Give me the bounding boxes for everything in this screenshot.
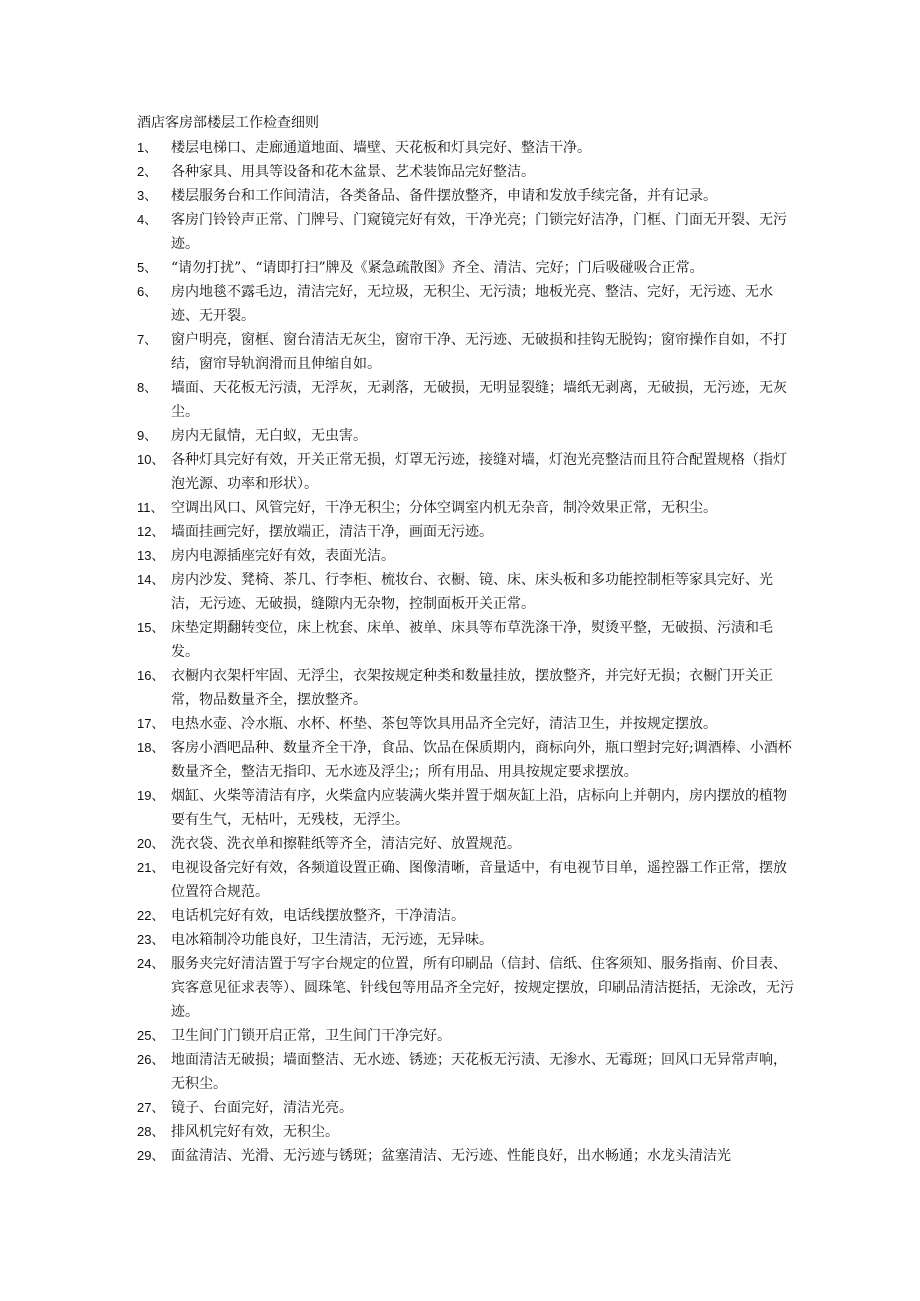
item-number: 26、 (137, 1052, 165, 1067)
item-text: 电视设备完好有效，各频道设置正确、图像清晰，音量适中，有电视节目单，遥控器工作正常，摆放位置符合规范。 (171, 860, 787, 900)
checklist-item (137, 832, 797, 856)
item-text: 面盆清洁、光滑、无污迹与锈斑；盆塞清洁、无污迹、性能良好，出水畅通；水龙头清洁光 (171, 1148, 731, 1164)
checklist-item (137, 424, 797, 448)
checklist-item (137, 184, 797, 208)
checklist-item (137, 784, 797, 832)
checklist-item (137, 616, 797, 664)
item-number: 15、 (137, 620, 165, 635)
checklist-item (137, 136, 797, 160)
checklist-item (137, 712, 797, 736)
item-number: 1、 (137, 140, 158, 155)
checklist-item (137, 736, 797, 784)
item-number: 9、 (137, 428, 158, 443)
checklist-item (137, 928, 797, 952)
item-number: 10、 (137, 452, 165, 467)
item-number: 27、 (137, 1100, 165, 1115)
item-text: 墙面、天花板无污渍，无浮灰，无剥落，无破损，无明显裂缝；墙纸无剥离，无破损，无污迹，无灰尘。 (171, 380, 787, 420)
item-number: 12、 (137, 524, 165, 539)
item-number: 13、 (137, 548, 165, 563)
checklist-item (137, 448, 797, 496)
checklist-item (137, 856, 797, 904)
checklist-item (137, 256, 797, 280)
item-text: 楼层电梯口、走廊通道地面、墙壁、天花板和灯具完好、整洁干净。 (171, 140, 591, 156)
item-number: 18、 (137, 740, 165, 755)
document-title: 酒店客房部楼层工作检查细则 (137, 115, 319, 131)
item-number: 25、 (137, 1028, 165, 1043)
item-text: 服务夹完好清洁置于写字台规定的位置，所有印刷品（信封、信纸、住客须知、服务指南、价目表、宾客意见征求表等）、圆珠笔、针线包等用品齐全完好，按规定摆放，印刷品清洁挺括，无涂改，无污迹。 (171, 956, 794, 1020)
item-number: 2、 (137, 164, 158, 179)
item-number: 11、 (137, 500, 164, 515)
checklist-item (137, 1096, 797, 1120)
checklist-item (137, 1024, 797, 1048)
checklist-item (137, 1048, 797, 1096)
item-text: 各种灯具完好有效，开关正常无损，灯罩无污迹，接缝对墙，灯泡光亮整洁而且符合配置规格（指灯泡光源、功率和形状）。 (171, 452, 787, 492)
checklist-item (137, 496, 797, 520)
item-number: 24、 (137, 956, 165, 971)
item-number: 6、 (137, 284, 158, 299)
item-text: 镜子、台面完好，清洁光亮。 (171, 1100, 353, 1116)
checklist-item (137, 568, 797, 616)
checklist-item (137, 904, 797, 928)
item-number: 20、 (137, 836, 165, 851)
item-text: 窗户明亮，窗框、窗台清洁无灰尘，窗帘干净、无污迹、无破损和挂钩无脱钩；窗帘操作自如，不打结，窗帘导轨润滑而且伸缩自如。 (171, 332, 787, 372)
item-text: 墙面挂画完好，摆放端正，清洁干净，画面无污迹。 (171, 524, 493, 540)
item-number: 8、 (137, 380, 158, 395)
checklist-item (137, 952, 797, 1024)
item-number: 14、 (137, 572, 165, 587)
item-number: 5、 (137, 260, 158, 275)
item-text: 烟缸、火柴等清洁有序，火柴盒内应装满火柴并置于烟灰缸上沿，店标向上并朝内，房内摆放的植物要有生气，无枯叶，无残枝，无浮尘。 (171, 788, 787, 828)
item-text: 房内地毯不露毛边，清洁完好，无垃圾，无积尘、无污渍；地板光亮、整洁、完好，无污迹、无水迹、无开裂。 (171, 284, 773, 324)
checklist-item (137, 376, 797, 424)
item-text: 客房门铃铃声正常、门牌号、门窥镜完好有效，干净光亮；门锁完好洁净，门框、门面无开裂、无污迹。 (171, 212, 787, 252)
checklist-item (137, 280, 797, 328)
item-text: 楼层服务台和工作间清洁，各类备品、备件摆放整齐，申请和发放手续完备，并有记录。 (171, 188, 717, 204)
item-text: “请勿打扰”、“请即打扫”牌及《紧急疏散图》齐全、清洁、完好；门后吸碰吸合正常。 (171, 260, 704, 276)
item-text: 衣橱内衣架杆牢固、无浮尘，衣架按规定种类和数量挂放，摆放整齐，并完好无损；衣橱门开关正常，物品数量齐全，摆放整齐。 (171, 668, 773, 708)
checklist-item (137, 1120, 797, 1144)
item-text: 排风机完好有效，无积尘。 (171, 1124, 339, 1140)
item-number: 19、 (137, 788, 165, 803)
item-number: 29、 (137, 1148, 165, 1163)
item-number: 7、 (137, 332, 158, 347)
item-text: 洗衣袋、洗衣单和擦鞋纸等齐全，清洁完好、放置规范。 (171, 836, 521, 852)
item-text: 房内无鼠情，无白蚁，无虫害。 (171, 428, 367, 444)
checklist-item (137, 664, 797, 712)
item-text: 电热水壶、冷水瓶、水杯、杯垫、茶包等饮具用品齐全完好，清洁卫生，并按规定摆放。 (171, 716, 717, 732)
checklist-item (137, 1144, 797, 1168)
item-text: 客房小酒吧品种、数量齐全干净，食品、饮品在保质期内，商标向外，瓶口塑封完好;调酒棒、小酒杯数量齐全，整洁无指印、无水迹及浮尘;；所有用品、用具按规定要求摆放。 (171, 740, 792, 780)
item-text: 空调出风口、风管完好，干净无积尘；分体空调室内机无杂音，制冷效果正常，无积尘。 (171, 500, 717, 516)
item-text: 卫生间门门锁开启正常，卫生间门干净完好。 (171, 1028, 451, 1044)
item-number: 3、 (137, 188, 158, 203)
item-number: 21、 (137, 860, 165, 875)
checklist-item (137, 160, 797, 184)
item-number: 16、 (137, 668, 165, 683)
item-number: 4、 (137, 212, 158, 227)
checklist-item (137, 544, 797, 568)
checklist-item (137, 208, 797, 256)
checklist-item (137, 520, 797, 544)
item-text: 房内沙发、凳椅、茶几、行李柜、梳妆台、衣橱、镜、床、床头板和多功能控制柜等家具完好、光洁，无污迹、无破损，缝隙内无杂物，控制面板开关正常。 (171, 572, 773, 612)
checklist-item (137, 328, 797, 376)
item-text: 电话机完好有效，电话线摆放整齐，干净清洁。 (171, 908, 465, 924)
checklist (137, 136, 797, 1168)
item-text: 房内电源插座完好有效，表面光洁。 (171, 548, 395, 564)
item-number: 22、 (137, 908, 165, 923)
item-text: 地面清洁无破损；墙面整洁、无水迹、锈迹；天花板无污渍、无渗水、无霉斑；回风口无异常声响，无积尘。 (171, 1052, 787, 1092)
item-number: 28、 (137, 1124, 165, 1139)
item-number: 17、 (137, 716, 165, 731)
item-text: 各种家具、用具等设备和花木盆景、艺术装饰品完好整洁。 (171, 164, 535, 180)
item-text: 床垫定期翻转变位，床上枕套、床单、被单、床具等布草洗涤干净，熨烫平整，无破损、污渍和毛发。 (171, 620, 773, 660)
item-text: 电冰箱制冷功能良好，卫生清洁，无污迹，无异味。 (171, 932, 493, 948)
item-number: 23、 (137, 932, 165, 947)
